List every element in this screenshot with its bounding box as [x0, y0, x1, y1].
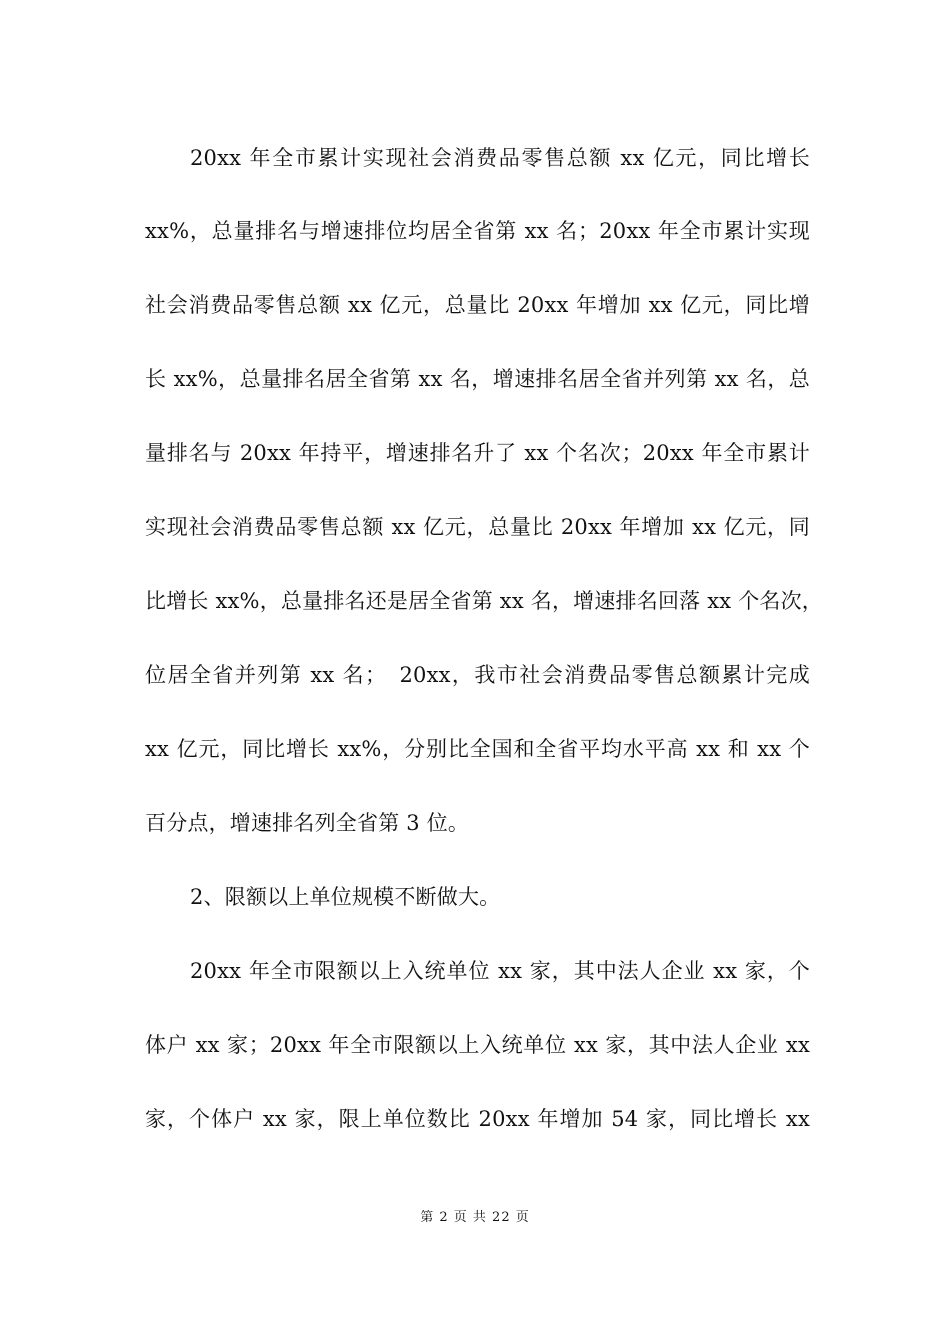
text-line: 比增长 xx%，总量排名还是居全省第 xx 名，增速排名回落 xx 个名次，: [145, 589, 823, 613]
text-line: 长 xx%，总量排名居全省第 xx 名，增速排名居全省并列第 xx 名，总: [145, 367, 810, 391]
text-line: 百分点，增速排名列全省第 3 位。: [145, 811, 470, 835]
text-line: 量排名与 20xx 年持平，增速排名升了 xx 个名次；20xx 年全市累计: [145, 441, 810, 465]
text-line: 20xx 年全市限额以上入统单位 xx 家，其中法人企业 xx 家，个: [190, 959, 810, 983]
text-line: xx 亿元，同比增长 xx%，分别比全国和全省平均水平高 xx 和 xx 个: [145, 737, 810, 761]
text-line: 20xx 年全市累计实现社会消费品零售总额 xx 亿元，同比增长: [190, 146, 810, 170]
text-line: xx%，总量排名与增速排位均居全省第 xx 名；20xx 年全市累计实现: [145, 219, 810, 243]
text-line: 位居全省并列第 xx 名； 20xx，我市社会消费品零售总额累计完成: [145, 663, 810, 687]
text-line: 实现社会消费品零售总额 xx 亿元，总量比 20xx 年增加 xx 亿元，同: [145, 515, 810, 539]
page-number: 第 2 页 共 22 页: [420, 1210, 530, 1225]
section-heading: 2、限额以上单位规模不断做大。: [190, 885, 501, 909]
text-line: 体户 xx 家；20xx 年全市限额以上入统单位 xx 家，其中法人企业 xx: [145, 1033, 810, 1057]
text-line: 家，个体户 xx 家，限上单位数比 20xx 年增加 54 家，同比增长 xx: [145, 1107, 810, 1131]
text-line: 社会消费品零售总额 xx 亿元，总量比 20xx 年增加 xx 亿元，同比增: [145, 293, 810, 317]
